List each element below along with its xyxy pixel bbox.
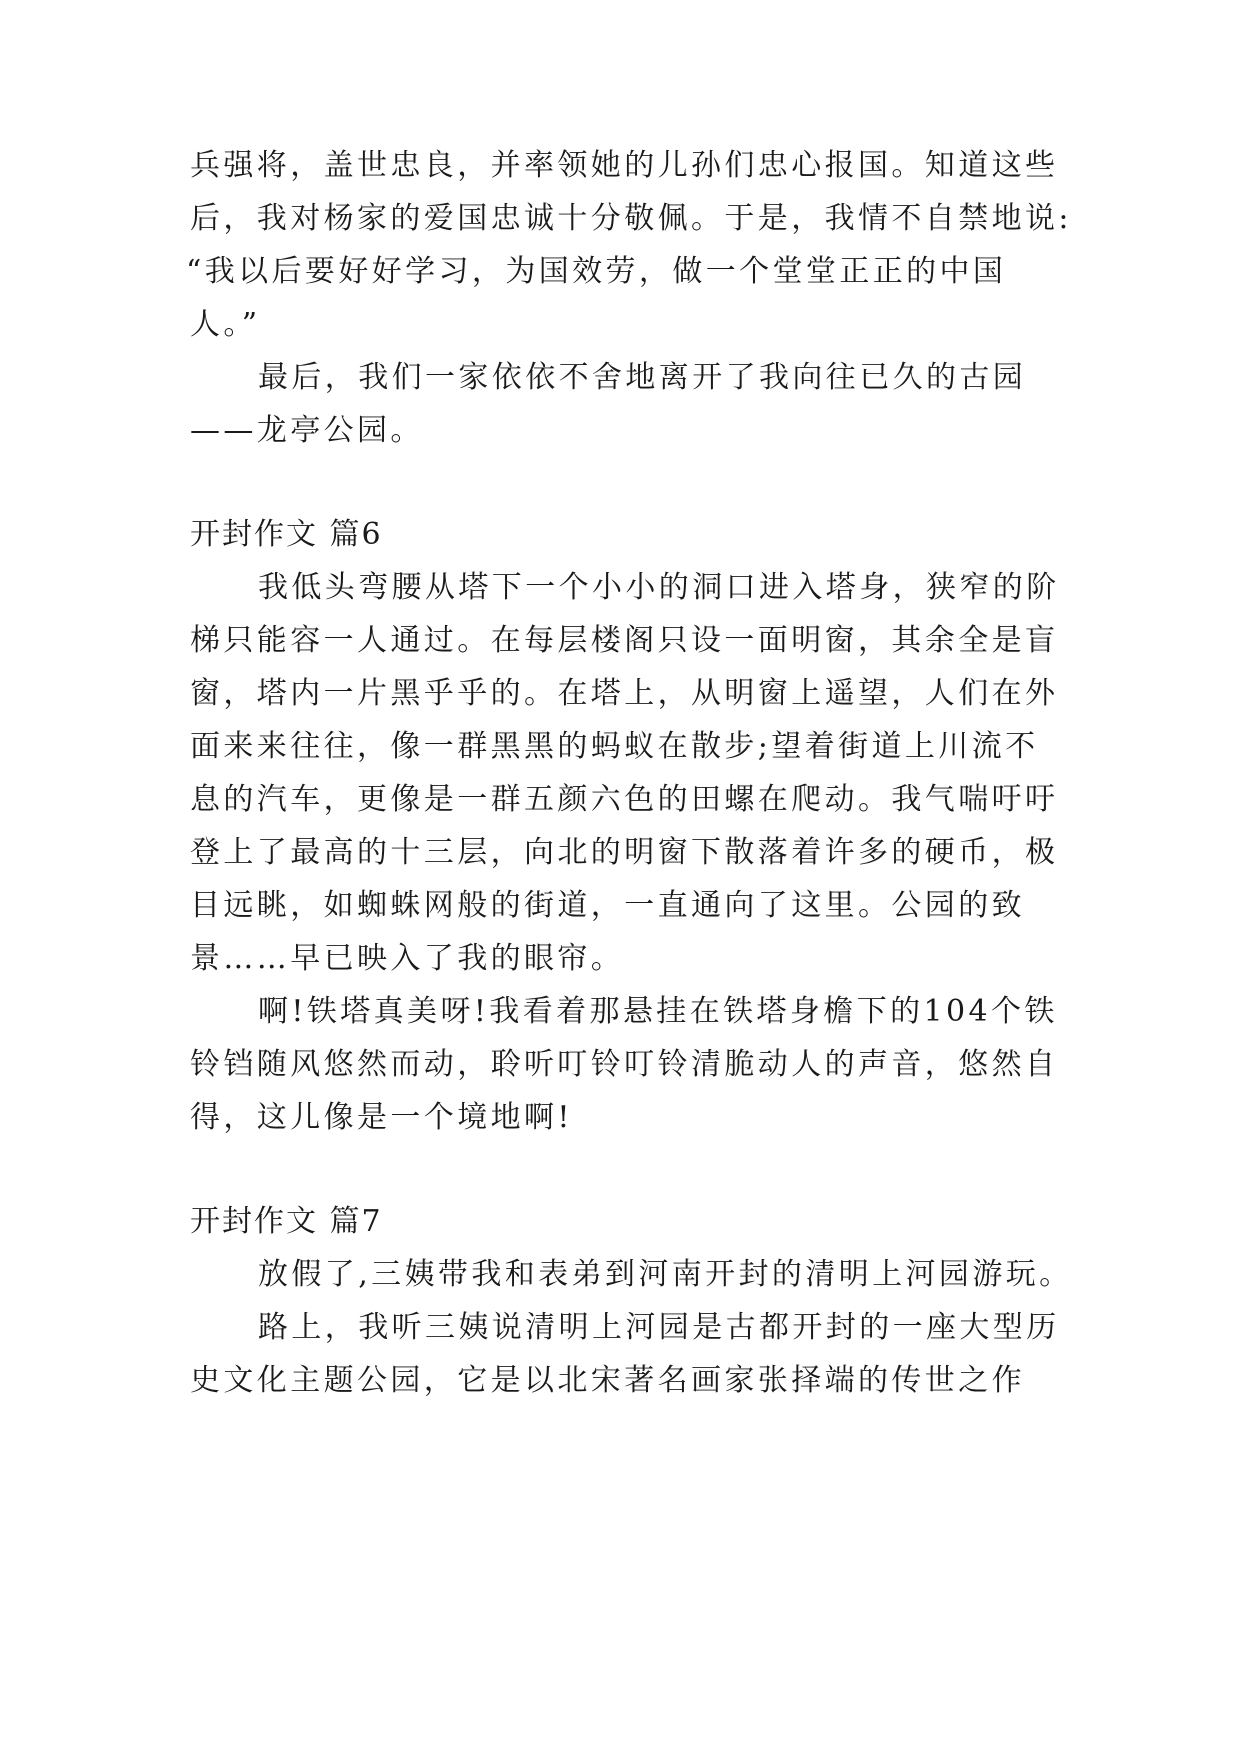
paragraph-line: 放假了,三姨带我和表弟到河南开封的清明上河园游玩。 (258, 1257, 1073, 1292)
paragraph-line: 登上了最高的十三层，向北的明窗下散落着许多的硬币，极 (190, 835, 1059, 870)
paragraph-line: 面来来往往，像一群黑黑的蚂蚁在散步;望着街道上川流不 (190, 729, 1039, 764)
paragraph-line: 铃铛随风悠然而动，聆听叮铃叮铃清脆动人的声音，悠然自 (190, 1047, 1059, 1082)
paragraph-line: 景……早已映入了我的眼帘。 (190, 941, 625, 976)
paragraph-line: 史文化主题公园，它是以北宋著名画家张择端的传世之作 (190, 1363, 1025, 1398)
paragraph-line: ——龙亭公园。 (190, 413, 424, 448)
paragraph-line: 窗，塔内一片黑乎乎的。在塔上，从明窗上遥望，人们在外 (190, 676, 1059, 711)
paragraph-line: 路上，我听三姨说清明上河园是古都开封的一座大型历 (258, 1310, 1060, 1345)
paragraph-line: “我以后要好好学习，为国效劳，做一个堂堂正正的中国 (186, 254, 1007, 289)
section-heading: 开封作文 篇6 (190, 517, 383, 552)
section-heading: 开封作文 篇7 (190, 1204, 383, 1239)
paragraph-line: 息的汽车，更像是一群五颜六色的田螺在爬动。我气喘吁吁 (190, 782, 1059, 817)
paragraph-line: 兵强将，盖世忠良，并率领她的儿孙们忠心报国。知道这些 (190, 148, 1059, 183)
paragraph-line: 梯只能容一人通过。在每层楼阁只设一面明窗，其余全是盲 (190, 623, 1059, 658)
paragraph-line: 我低头弯腰从塔下一个小小的洞口进入塔身，狭窄的阶 (258, 570, 1060, 605)
paragraph-line: 得，这儿像是一个境地啊! (190, 1100, 573, 1135)
paragraph-line: 最后，我们一家依依不舍地离开了我向往已久的古园 (258, 360, 1027, 395)
paragraph-line: 人。” (190, 307, 261, 342)
paragraph-line: 啊!铁塔真美呀!我看着那悬挂在铁塔身檐下的104个铁 (258, 994, 1058, 1029)
paragraph-line: 目远眺，如蜘蛛网般的街道，一直通向了这里。公园的致 (190, 888, 1025, 923)
paragraph-line: 后，我对杨家的爱国忠诚十分敬佩。于是，我情不自禁地说: (190, 201, 1072, 236)
